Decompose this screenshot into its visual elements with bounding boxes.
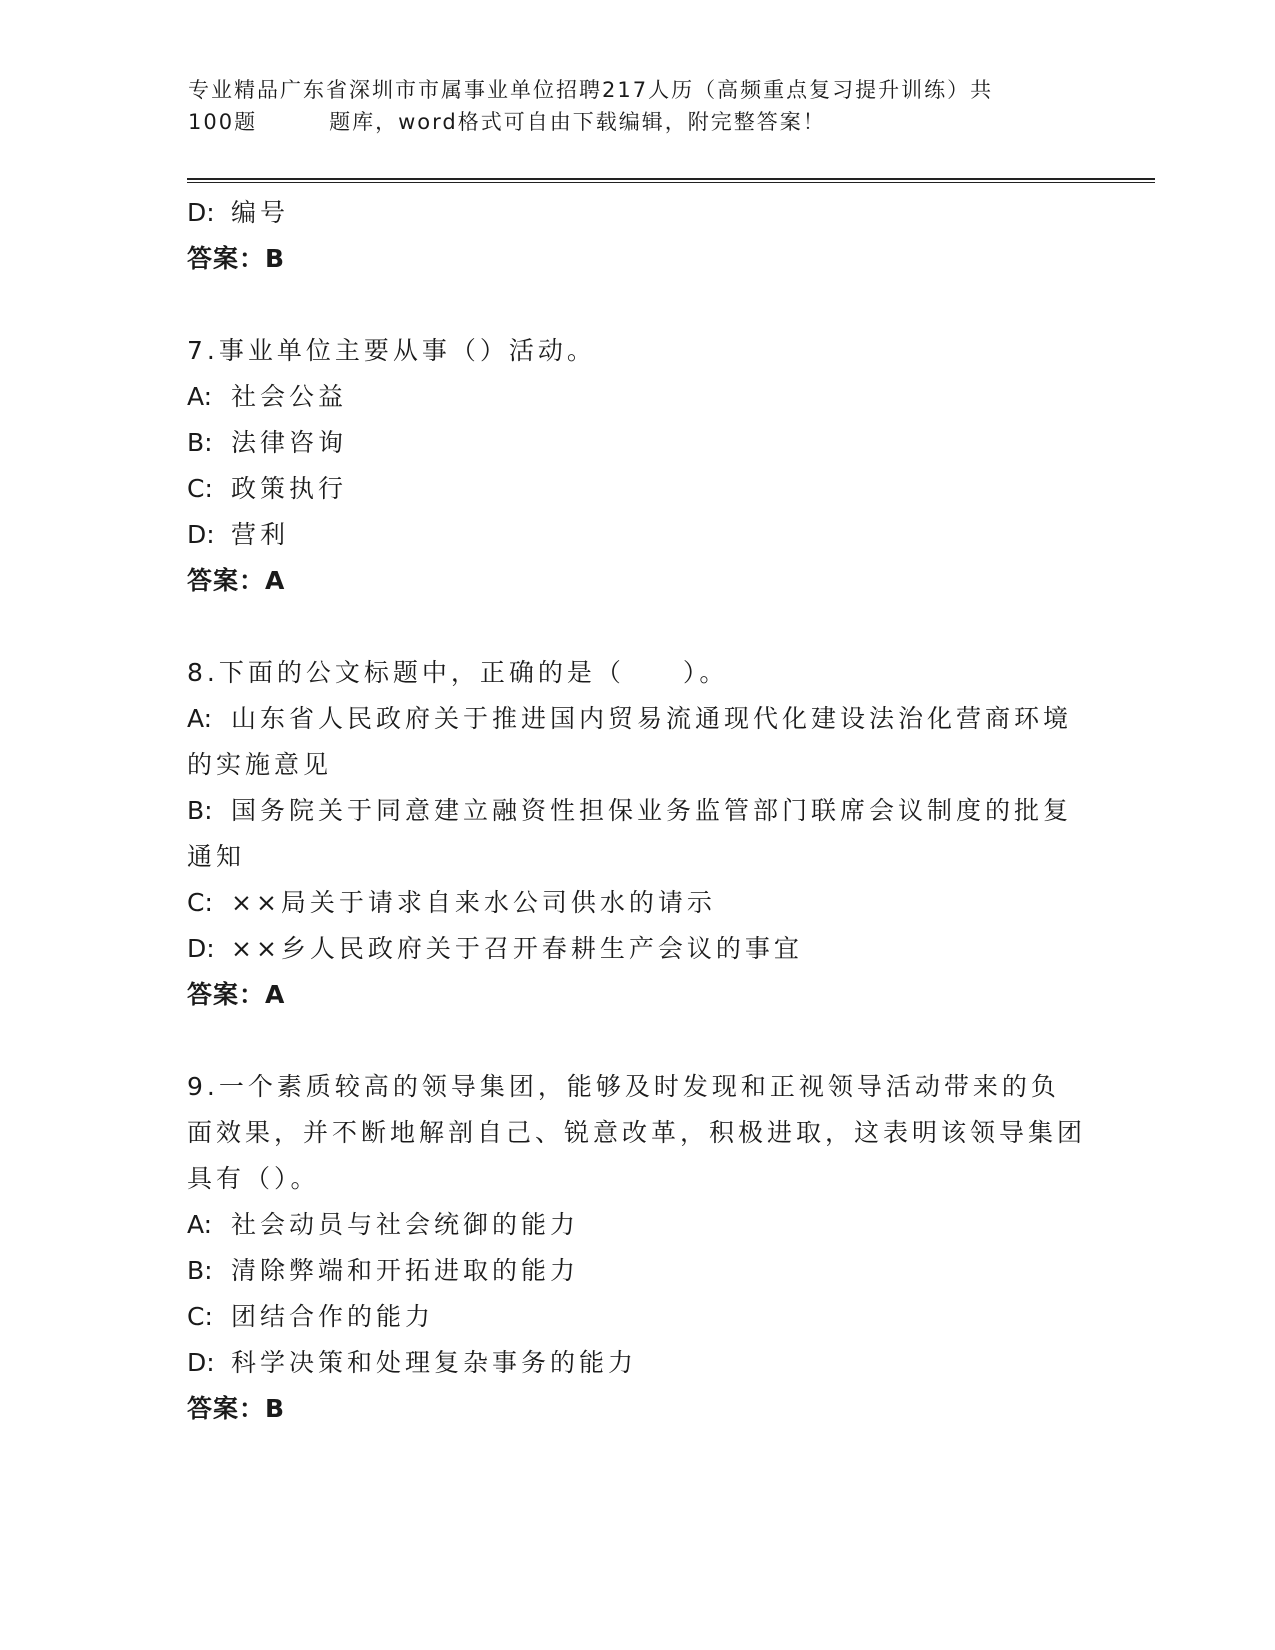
option-b — [187, 1248, 1087, 1294]
option-c — [187, 466, 1087, 512]
option-b — [187, 788, 1087, 880]
option-label: D: — [187, 520, 215, 549]
answer-line: 答案：B — [187, 244, 286, 273]
option-a — [187, 696, 1087, 788]
option-c — [187, 1294, 1087, 1340]
option-a — [187, 1202, 1087, 1248]
block-spacer — [187, 1018, 1087, 1064]
option-label: D: — [187, 1348, 215, 1377]
question-block-8 — [187, 650, 1087, 1018]
option-d — [187, 1340, 1087, 1386]
option-label: B: — [187, 1256, 213, 1285]
option-text: 政策执行 — [231, 474, 348, 503]
option-a — [187, 374, 1087, 420]
question-text: 9.一个素质较高的领导集团，能够及时发现和正视领导活动带来的负面效果，并不断地解剖自己、锐意改革，积极进取，这表明该领导集团具有（）。 — [187, 1072, 1087, 1193]
option-text: 科学决策和处理复杂事务的能力 — [231, 1348, 638, 1377]
option-d — [187, 190, 1087, 236]
answer-line: 答案：A — [187, 980, 286, 1009]
question-text: 8.下面的公文标题中，正确的是（ ）。 — [187, 658, 729, 687]
option-text: 营利 — [231, 520, 290, 549]
question-block-7 — [187, 328, 1087, 604]
option-text: 社会公益 — [231, 382, 348, 411]
option-text: 法律咨询 — [231, 428, 348, 457]
option-c — [187, 880, 1087, 926]
option-d — [187, 926, 1087, 972]
document-header — [188, 74, 1068, 138]
option-label: A: — [187, 382, 213, 411]
option-d — [187, 512, 1087, 558]
option-label: D: — [187, 934, 215, 963]
option-text: 山东省人民政府关于推进国内贸易流通现代化建设法治化营商环境的实施意见 — [187, 704, 1073, 779]
option-label: C: — [187, 1302, 213, 1331]
answer-line: 答案：A — [187, 566, 286, 595]
option-text: 国务院关于同意建立融资性担保业务监管部门联席会议制度的批复通知 — [187, 796, 1073, 871]
block-spacer — [187, 282, 1087, 328]
question-list — [187, 190, 1087, 1432]
question-block-6-continuation — [187, 190, 1087, 282]
option-label: D: — [187, 198, 215, 227]
option-text: ××乡人民政府关于召开春耕生产会议的事宜 — [231, 934, 803, 963]
header-title-line1: 专业精品广东省深圳市市属事业单位招聘217人历（高频重点复习提升训练）共 — [188, 78, 994, 102]
option-text: 清除弊端和开拓进取的能力 — [231, 1256, 580, 1285]
option-label: C: — [187, 888, 213, 917]
option-label: A: — [187, 704, 213, 733]
option-text: 社会动员与社会统御的能力 — [231, 1210, 580, 1239]
option-label: B: — [187, 796, 213, 825]
question-text: 7.事业单位主要从事（）活动。 — [187, 336, 596, 365]
option-text: 团结合作的能力 — [231, 1302, 435, 1331]
question-block-9 — [187, 1064, 1087, 1432]
option-b — [187, 420, 1087, 466]
option-text: ××局关于请求自来水公司供水的请示 — [231, 888, 716, 917]
header-description: 题库，word格式可自由下载编辑，附完整答案！ — [329, 110, 826, 134]
answer-line: 答案：B — [187, 1394, 286, 1423]
header-divider-thick — [187, 178, 1155, 180]
option-label: A: — [187, 1210, 213, 1239]
header-title-line2 — [188, 106, 1068, 138]
option-label: B: — [187, 428, 213, 457]
header-question-count: 100题 — [188, 110, 258, 134]
option-label: C: — [187, 474, 213, 503]
option-text: 编号 — [231, 198, 290, 227]
block-spacer — [187, 604, 1087, 650]
header-divider-thin — [187, 182, 1155, 183]
